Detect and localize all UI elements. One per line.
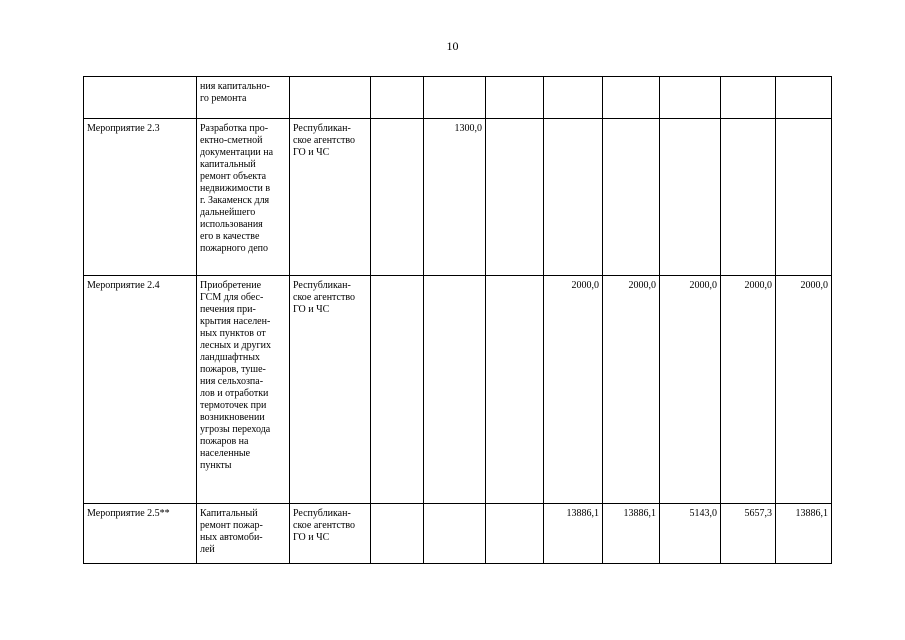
funding-value-cell: 2000,0 — [776, 276, 832, 504]
event-name-cell — [84, 77, 197, 119]
description-line: использования — [200, 219, 263, 230]
funding-value-cell — [603, 119, 660, 276]
executor-line: ГО и ЧС — [293, 532, 330, 543]
funding-value-cell: 2000,0 — [603, 276, 660, 504]
funding-value-cell: 13886,1 — [544, 504, 603, 564]
funding-value-cell — [424, 77, 486, 119]
table-row — [84, 119, 832, 276]
event-description-cell — [197, 119, 290, 276]
description-line: Приобретение — [200, 280, 262, 291]
description-line: лесных и других — [200, 340, 271, 351]
funding-value-cell: 5143,0 — [660, 504, 721, 564]
funding-value-cell: 13886,1 — [603, 504, 660, 564]
description-line: го ремонта — [200, 93, 247, 104]
funding-value-cell — [424, 504, 486, 564]
funding-value-cell — [776, 119, 832, 276]
executor-line: ское агентство — [293, 135, 356, 146]
description-line: ремонт объекта — [200, 171, 267, 182]
table-row — [84, 504, 832, 564]
description-line: г. Закаменск для — [200, 195, 270, 206]
description-line: угрозы перехода — [200, 424, 271, 435]
funding-value-cell: 5657,3 — [721, 504, 776, 564]
description-line: капитальный — [200, 159, 256, 170]
description-line: его в качестве — [200, 231, 260, 242]
description-line: населенные — [200, 448, 251, 459]
funding-value-cell: 1300,0 — [424, 119, 486, 276]
executor-line: Республикан- — [293, 508, 351, 519]
page-number: 10 — [446, 39, 459, 53]
event-description-cell — [197, 504, 290, 564]
event-description-cell — [197, 77, 290, 119]
program-events-table — [83, 76, 832, 564]
executor-line: ское агентство — [293, 520, 356, 531]
description-line: ния сельхозпа- — [200, 376, 264, 387]
table-row — [84, 77, 832, 119]
executor-cell — [290, 77, 371, 119]
executor-cell — [290, 504, 371, 564]
executor-line: ГО и ЧС — [293, 147, 330, 158]
executor-cell — [290, 119, 371, 276]
description-line: недвижимости в — [200, 183, 271, 194]
funding-value-cell — [603, 77, 660, 119]
executor-cell — [290, 276, 371, 504]
funding-value-cell — [721, 77, 776, 119]
funding-value-cell — [486, 276, 544, 504]
description-line: пожаров на — [200, 436, 249, 447]
funding-value-cell: 2000,0 — [660, 276, 721, 504]
event-name-cell: Мероприятие 2.4 — [84, 276, 197, 504]
description-line: ГСМ для обес- — [200, 292, 264, 303]
table-body — [84, 77, 832, 564]
event-name-cell: Мероприятие 2.5** — [84, 504, 197, 564]
funding-value-cell — [721, 119, 776, 276]
description-line: ния капитально- — [200, 81, 270, 92]
executor-line: ГО и ЧС — [293, 304, 330, 315]
description-line: печения при- — [200, 304, 256, 315]
funding-value-cell — [776, 77, 832, 119]
description-line: Разработка про- — [200, 123, 269, 134]
description-line: пункты — [200, 460, 232, 471]
funding-value-cell — [486, 77, 544, 119]
event-description-cell — [197, 276, 290, 504]
description-line: термоточек при — [200, 400, 267, 411]
funding-value-cell — [371, 276, 424, 504]
event-name-cell: Мероприятие 2.3 — [84, 119, 197, 276]
description-line: ремонт пожар- — [200, 520, 263, 531]
description-line: дальнейшего — [200, 207, 256, 218]
funding-value-cell: 2000,0 — [721, 276, 776, 504]
funding-value-cell — [371, 504, 424, 564]
description-line: ных автомоби- — [200, 532, 263, 543]
funding-value-cell — [371, 119, 424, 276]
executor-line: Республикан- — [293, 280, 351, 291]
description-line: лей — [200, 544, 215, 555]
funding-value-cell — [544, 77, 603, 119]
executor-line: Республикан- — [293, 123, 351, 134]
description-line: пожаров, туше- — [200, 364, 266, 375]
funding-value-cell: 2000,0 — [544, 276, 603, 504]
funding-value-cell — [660, 119, 721, 276]
description-line: ландшафтных — [200, 352, 260, 363]
table-row — [84, 276, 832, 504]
description-line: лов и отработки — [200, 388, 269, 399]
description-line: Капитальный — [200, 508, 258, 519]
funding-value-cell — [371, 77, 424, 119]
executor-line: ское агентство — [293, 292, 356, 303]
description-line: крытия населен- — [200, 316, 271, 327]
funding-value-cell: 13886,1 — [776, 504, 832, 564]
description-line: ных пунктов от — [200, 328, 266, 339]
funding-value-cell — [424, 276, 486, 504]
funding-value-cell — [544, 119, 603, 276]
funding-value-cell — [486, 119, 544, 276]
description-line: пожарного депо — [200, 243, 269, 254]
description-line: ектно-сметной — [200, 135, 263, 146]
funding-value-cell — [486, 504, 544, 564]
description-line: документации на — [200, 147, 274, 158]
funding-value-cell — [660, 77, 721, 119]
description-line: возникновении — [200, 412, 265, 423]
